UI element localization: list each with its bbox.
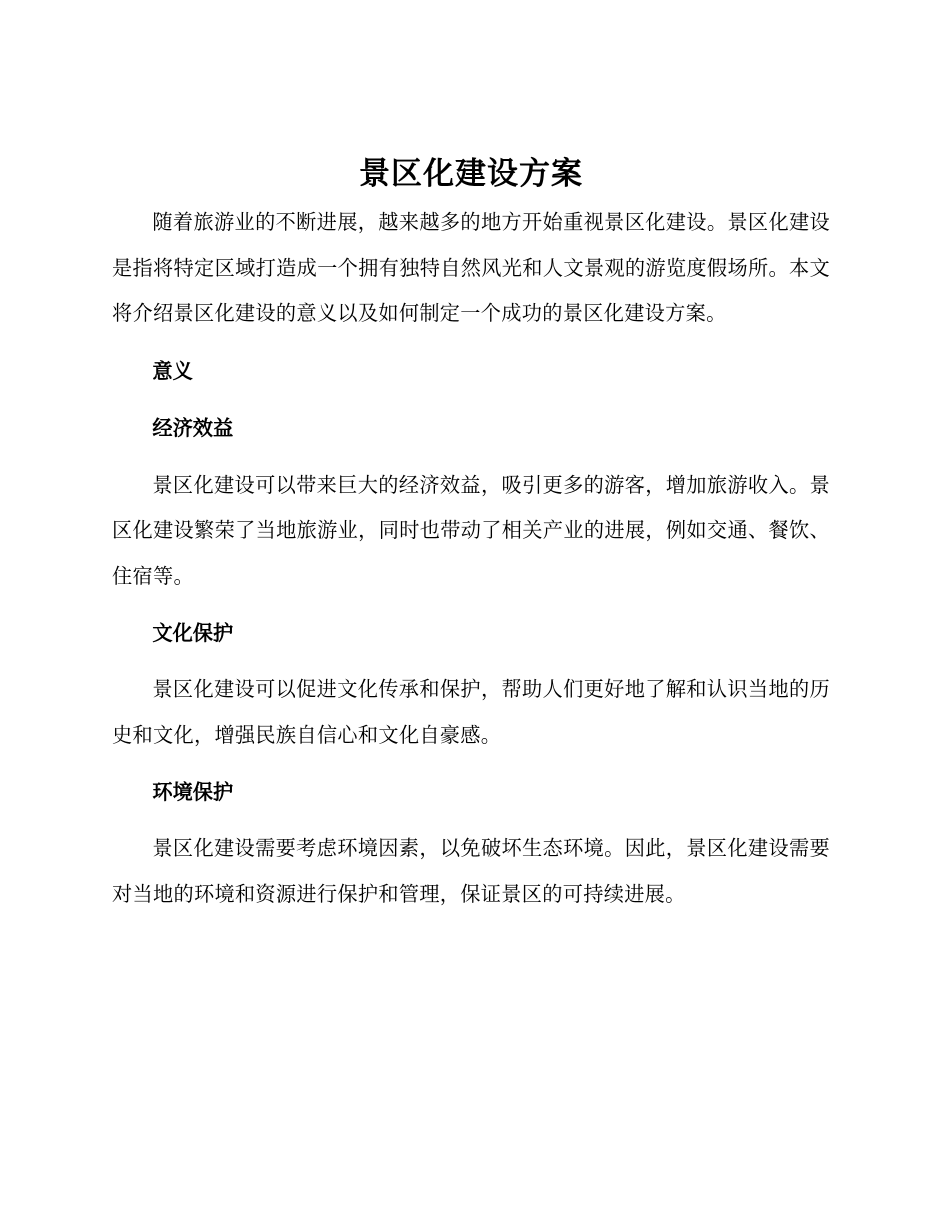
subsection-heading-economic: 经济效益 — [152, 415, 234, 440]
paragraph-economic: 景区化建设可以带来巨大的经济效益，吸引更多的游客，增加旅游收入。景区化建设繁荣了当地旅游业，同时也带动了相关产业的进展，例如交通、餐饮、住宿等。 — [112, 472, 830, 588]
document-title: 景区化建设方案 — [359, 156, 583, 192]
intro-paragraph: 随着旅游业的不断进展，越来越多的地方开始重视景区化建设。景区化建设是指将特定区域打造成一个拥有独特自然风光和人文景观的游览度假场所。本文将介绍景区化建设的意义以及如何制定一个成功的景区化建设方案。 — [112, 210, 830, 326]
paragraph-environment: 景区化建设需要考虑环境因素，以免破坏生态环境。因此，景区化建设需要对当地的环境和资源进行保护和管理，保证景区的可持续进展。 — [112, 836, 830, 907]
document-page — [112, 152, 830, 918]
paragraph-culture: 景区化建设可以促进文化传承和保护，帮助人们更好地了解和认识当地的历史和文化，增强民族自信心和文化自豪感。 — [112, 677, 830, 748]
section-heading-significance: 意义 — [152, 359, 193, 384]
subsection-heading-culture: 文化保护 — [152, 620, 234, 645]
subsection-heading-environment: 环境保护 — [152, 779, 234, 804]
